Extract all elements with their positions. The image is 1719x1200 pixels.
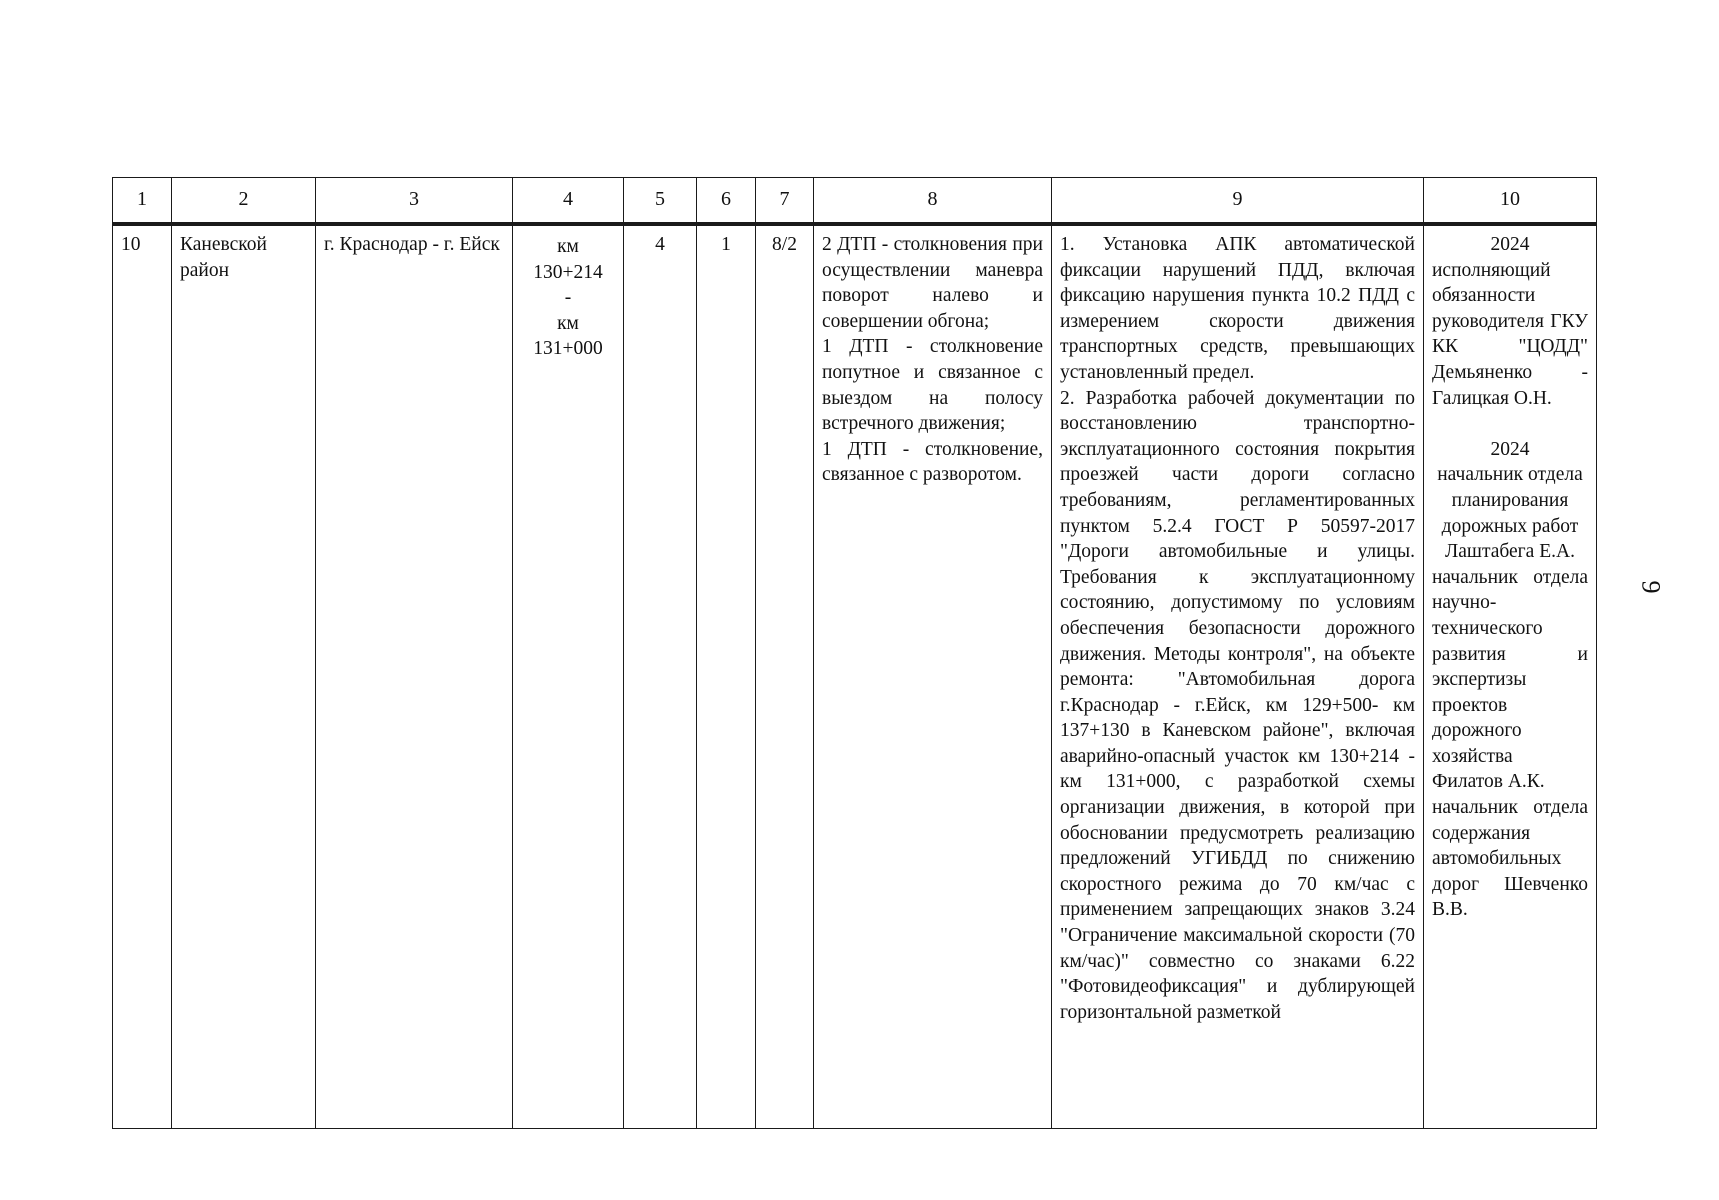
header-col-3: 3 [316, 178, 513, 225]
header-col-6: 6 [697, 178, 756, 225]
section-km-start-label: км [557, 236, 579, 257]
responsible-cell [1424, 224, 1597, 1129]
district-name: Каневской район [180, 234, 267, 281]
section-dash: - [564, 287, 572, 309]
measures-cell [1052, 224, 1424, 1129]
header-row [113, 178, 1597, 225]
measure-item: 2. Разработка рабочей документации по восстановлению транспортно-эксплуатационного состояния покрытия проезжей части дороги согласно требованиям, регламентированных пунктом 5.2.4 ГОСТ Р 50597-2017 "Дороги автомобильные и улицы. Требования к эксплуатационному состоянию, допустимому по условиям обеспечения безопасности дорожного движения. Методы контроля", на объекте ремонта: "Автомобильная дорога г.Краснодар - г.Ейск, км 129+500- км 137+130 в Каневском районе", включая аварийно-опасный участок км 130+214 - км 131+000, с разработкой схемы организации движения, в которой при обосновании предусмотреть реализацию предложений УГИБДД по снижению скоростного режима до 70 км/час с применением запрещающих знаков 3.24 "Ограничение максимальной скорости (70 км/час)" совместно со знаками 6.22 "Фотовидеофиксация" и дублирующей горизонтальной разметкой [1060, 387, 1415, 1023]
header-col-10: 10 [1424, 178, 1597, 225]
page-number: 9 [1636, 580, 1666, 594]
responsible-person: исполняющий обязанности руководителя ГКУ КК "ЦОДД" Демьяненко - Галицкая О.Н. [1432, 259, 1588, 409]
responsible-person: начальник отдела содержания автомобильных дорог Шевченко В.В. [1432, 797, 1588, 921]
col6-cell [697, 224, 756, 1129]
road-cell [316, 224, 513, 1129]
accident-item: 2 ДТП - столкновения при осуществлении маневра поворот налево и совершении обгона; [822, 234, 1043, 332]
district-cell [172, 224, 316, 1129]
responsible-person: начальник отдела научно-технического развития и экспертизы проектов дорожного хозяйства Филатов А.К. [1432, 566, 1588, 793]
accident-item: 1 ДТП - столкновение попутное и связанное с выездом на полосу встречного движения; [822, 336, 1043, 435]
col5-cell [624, 224, 697, 1129]
row-number-cell [113, 224, 172, 1129]
measure-item: 1. Установка АПК автоматической фиксации нарушений ПДД, включая фиксацию нарушения пункта 10.2 ПДД с измерением скорости движения транспортных средств, превышающих установленный предел. [1060, 234, 1415, 383]
col7-value: 8/2 [772, 234, 797, 255]
responsible-list [1424, 226, 1596, 923]
accidents-list [814, 226, 1051, 488]
col7-cell [756, 224, 814, 1129]
header-col-9: 9 [1052, 178, 1424, 225]
header-col-2: 2 [172, 178, 316, 225]
accident-item: 1 ДТП - столкновение, связанное с разворотом. [822, 438, 1043, 486]
deadline-year: 2024 [1490, 234, 1530, 255]
accidents-cell [814, 224, 1052, 1129]
road-section [513, 226, 623, 362]
col5-value: 4 [655, 234, 665, 255]
spacer [1432, 411, 1588, 437]
col6-value: 1 [721, 234, 731, 255]
section-km-end-label: км [557, 312, 579, 334]
header-col-1: 1 [113, 178, 172, 225]
header-col-4: 4 [513, 178, 624, 225]
section-cell [513, 224, 624, 1129]
section-km-start: 130+214 [533, 261, 603, 283]
header-col-8: 8 [814, 178, 1052, 225]
measures-table [112, 177, 1597, 1129]
header-col-7: 7 [756, 178, 814, 225]
section-km-end: 131+000 [533, 338, 603, 360]
deadline-year: 2024 [1490, 438, 1530, 460]
header-col-5: 5 [624, 178, 697, 225]
responsible-person: начальник отдела планирования дорожных работ Лаштабега Е.А. [1437, 464, 1583, 563]
table-row [113, 224, 1597, 1129]
measures-list [1052, 226, 1423, 1025]
row-number: 10 [121, 234, 141, 255]
road-name: г. Краснодар - г. Ейск [324, 234, 500, 255]
